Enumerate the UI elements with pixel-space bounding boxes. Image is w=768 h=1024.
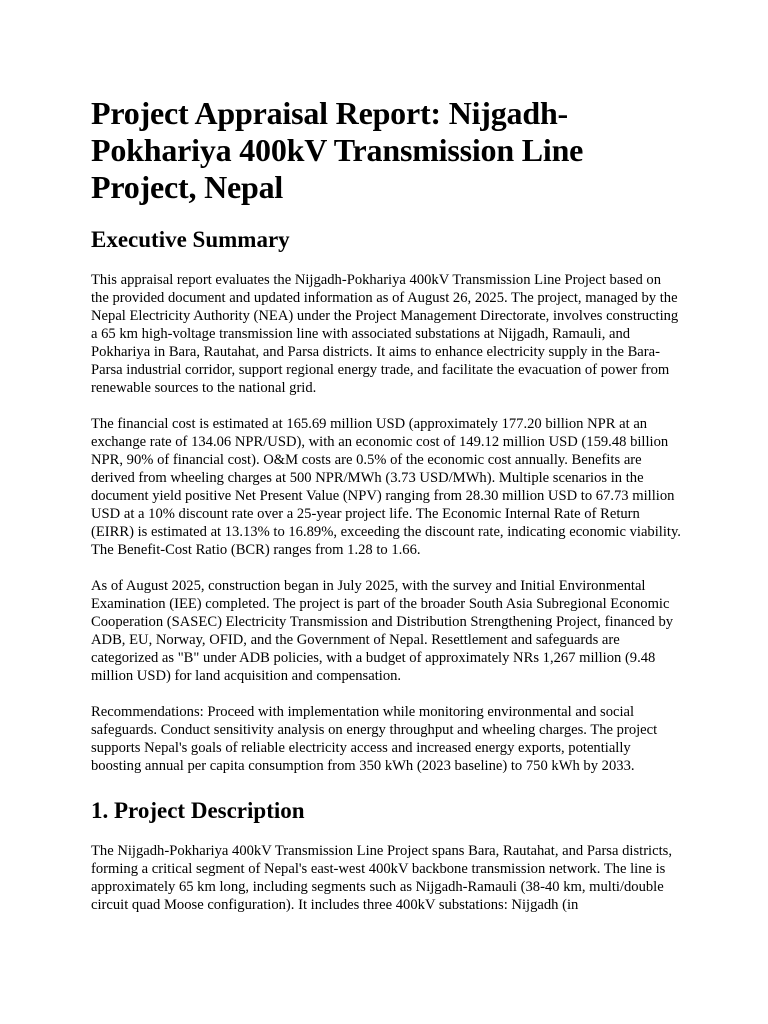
paragraph: As of August 2025, construction began in July 2025, with the survey and Initial Environmental Examination (IEE) completed. The project is part of the broader South Asia Subregional Economic Cooperation (SASEC) Electricity Transmission and Distribution Strengthening Project, financed by ADB, EU, Norway, OFID, and the Government of Nepal. Resettlement and safeguards are categorized as "B" under ADB policies, with a budget of approximately NRs 1,267 million (9.48 million USD) for land acquisition and compensation. — [91, 578, 674, 684]
paragraph: This appraisal report evaluates the Nijgadh-Pokhariya 400kV Transmission Line Project based on the provided document and updated information as of August 26, 2025. The project, managed by the Nepal Electricity Authority (NEA) under the Project Management Directorate, involves constructing a 65 km high-voltage transmission line with associated substations at Nijgadh, Ramauli, and Pokhariya in Bara, Rautahat, and Parsa districts. It aims to enhance electricity supply in the Bara-Parsa industrial corridor, support regional energy trade, and facilitate the evacuation of power from renewable sources to the national grid. — [91, 272, 679, 396]
paragraph: The Nijgadh-Pokhariya 400kV Transmission Line Project spans Bara, Rautahat, and Parsa districts, forming a critical segment of Nepal's east-west 400kV backbone transmission network. The line is approximately 65 km long, including segments such as Nijgadh-Ramauli (38-40 km, multi/double circuit quad Moose configuration). It includes three 400kV substations: Nijgadh (in — [91, 843, 672, 913]
section-heading-executive-summary: Executive Summary — [91, 227, 290, 252]
section-heading-project-description: 1. Project Description — [91, 798, 305, 823]
paragraph: The financial cost is estimated at 165.69 million USD (approximately 177.20 billion NPR at an exchange rate of 134.06 NPR/USD), with an economic cost of 149.12 million USD (159.48 billion NPR, 90% of financial cost). O&M costs are 0.5% of the economic cost annually. Benefits are derived from wheeling charges at 500 NPR/MWh (3.73 USD/MWh). Multiple scenarios in the document yield positive Net Present Value (NPV) ranging from 28.30 million USD to 67.73 million USD at a 10% discount rate over a 25-year project life. The Economic Internal Rate of Return (EIRR) is estimated at 13.13% to 16.89%, exceeding the discount rate, indicating economic viability. The Benefit-Cost Ratio (BCR) ranges from 1.28 to 1.66. — [91, 416, 681, 558]
document-title: Project Appraisal Report: Nijgadh-Pokhariya 400kV Transmission Line Project, Nepal — [91, 95, 584, 205]
paragraph: Recommendations: Proceed with implementation while monitoring environmental and social safeguards. Conduct sensitivity analysis on energy throughput and wheeling charges. The project supports Nepal's goals of reliable electricity access and increased energy exports, potentially boosting annual per capita consumption from 350 kWh (2023 baseline) to 750 kWh by 2033. — [91, 704, 658, 774]
